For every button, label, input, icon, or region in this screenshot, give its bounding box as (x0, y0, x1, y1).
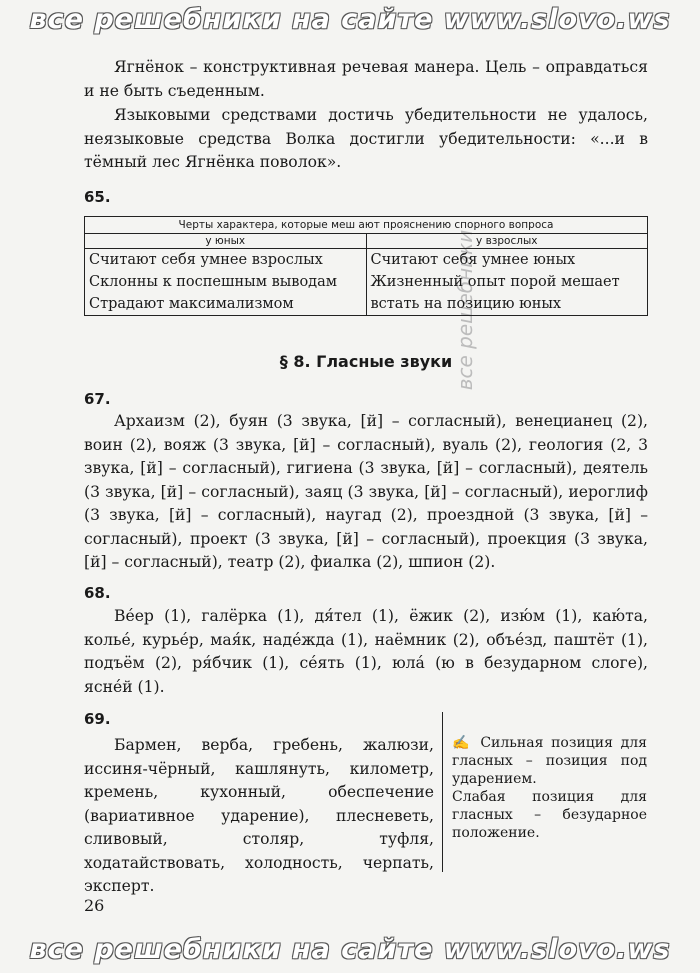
section-title: § 8. Гласные звуки (279, 352, 453, 371)
intro-paragraph-1: Ягнёнок – конструктивная речевая манера. Цель – оправдаться и не быть съеденным. (84, 58, 648, 100)
exercise-69-text: Бармен, верба, гребень, жалюзи, иссиня-чёрный, кашлянуть, километр, кремень, кухонный, обеспечение (вариативное ударение), плесневеть, сливовый, столяр, туфля, ходатайствовать, холодность, черпать, эксперт. (84, 736, 434, 895)
adult-trait: Жизненный опыт порой мешает (370, 274, 620, 290)
table-title: Черты характера, которые меш ают прояснению спорного вопроса (85, 217, 648, 234)
adult-trait: Считают себя умнее юных (370, 252, 576, 268)
adult-trait: встать на позицию юных (370, 296, 562, 312)
note-divider (442, 712, 443, 872)
page-number: 26 (84, 896, 105, 915)
table-header-young: у юных (85, 234, 367, 249)
exercise-69-number: 69. (84, 710, 111, 728)
exercise-68-text: Ве́ер (1), галёрка (1), дя́тел (1), ёжик (2), изю́м (1), каю́та, колье́, курье́р, мая́к, наде́жда (1), наёмник (2), объе́зд, паштёт (1), подъём (2), ря́бчик (1), се́ять (1), юла́ (ю в безударном слоге), ясне́й (1). (84, 607, 648, 696)
exercise-68-number: 68. (84, 584, 111, 602)
young-trait: Страдают максимализмом (89, 296, 294, 312)
exercise-67-number: 67. (84, 390, 111, 408)
weak-position-note: Слабая позиция для гласных – безударное положение. (452, 789, 647, 841)
table-header-adult: у взрослых (366, 234, 648, 249)
intro-paragraph-2: Языковыми средствами достичь убедительности не удалось, неязыковые средства Волка достигли убедительности: «...и в тёмный лес Ягнёнка поволок». (84, 106, 648, 171)
vowel-position-note (452, 734, 647, 842)
strong-position-note: ✍ Сильная позиция для гласных – позиция под ударением. (452, 735, 647, 787)
watermark-top: все решебники на сайте www.slovo.ws (29, 4, 671, 35)
exercise-65-number: 65. (84, 188, 111, 206)
young-trait: Склонны к поспешным выводам (89, 274, 338, 290)
traits-table (84, 216, 648, 316)
table-cell-young (85, 249, 367, 316)
young-trait: Считают себя умнее взрослых (89, 252, 323, 268)
watermark-bottom: все решебники на сайте www.slovo.ws (29, 934, 671, 965)
exercise-67-text: Архаизм (2), буян (3 звука, [й] – согласный), венецианец (2), воин (2), вояж (3 звука, [й] – согласный), вуаль (2), геология (2, 3 звука, [й] – согласный), гигиена (3 звука, [й] – согласный), деятель (3 звука, [й] – согласный), заяц (3 звука, [й] – согласный), иероглиф (3 звука, [й] – согласный), наугад (2), проездной (3 звука, [й] – согласный), проект (3 звука, [й] – согласный), проекция (3 звука, [й] – согласный), театр (2), фиалка (2), шпион (2). (84, 412, 648, 571)
table-cell-adult (366, 249, 648, 316)
